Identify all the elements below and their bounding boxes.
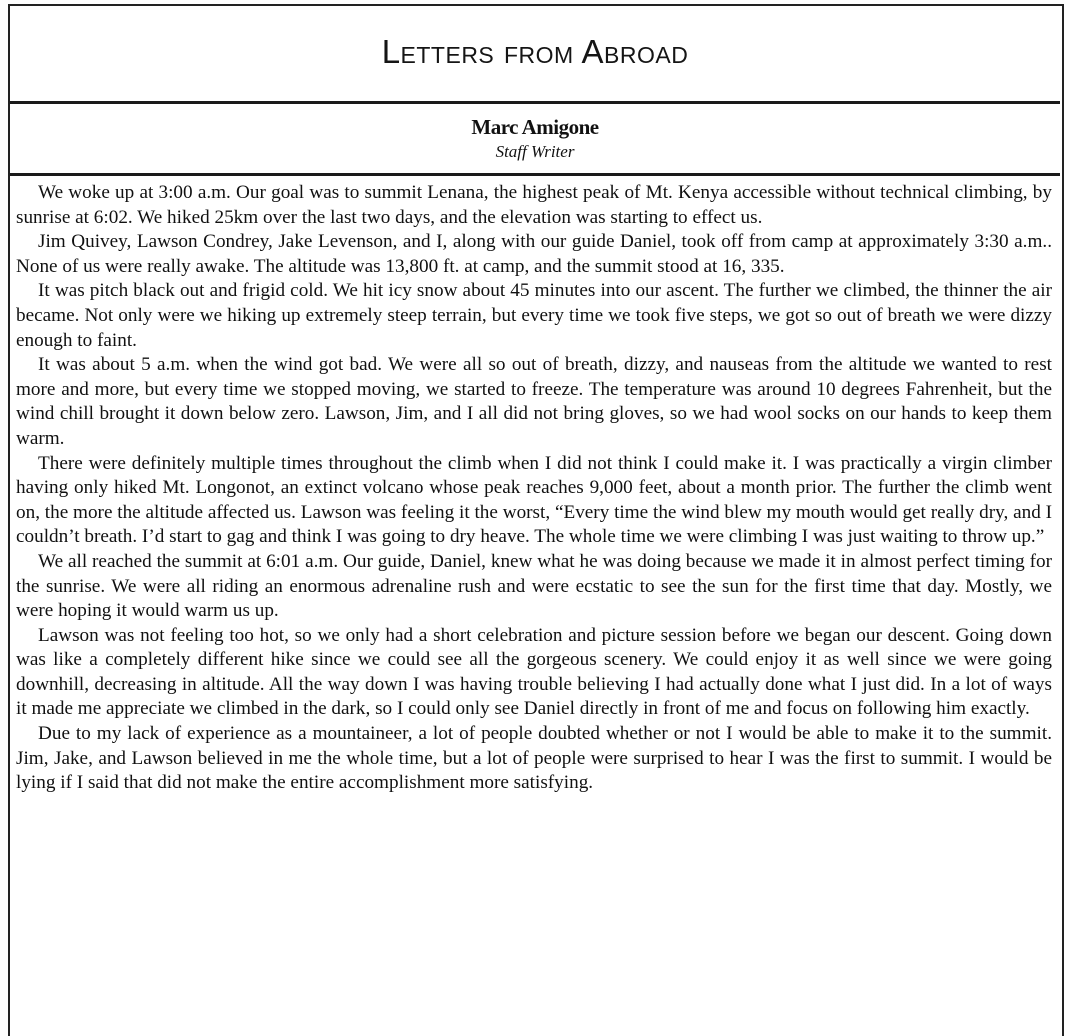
paragraph: Jim Quivey, Lawson Condrey, Jake Levenson, and I, along with our guide Daniel, took off from camp at approximately 3:30 a.m.. None of us were really awake. The altitude was 13,800 ft. at camp, and the summit stood at 16, 335. bbox=[16, 231, 1052, 277]
paragraph: Due to my lack of experience as a mountaineer, a lot of people doubted whether or not I would be able to make it to the summit. Jim, Jake, and Lawson believed in me the whole time, but a lot of people were surprised to hear I was the first to summit. I would be lying if I said that did not make the entire accomplishment more satisfying. bbox=[16, 723, 1052, 794]
section-title: Letters from Abroad bbox=[381, 33, 689, 70]
paragraph: It was pitch black out and frigid cold. We hit icy snow about 45 minutes into our ascent. The further we climbed, the thinner the air became. Not only were we hiking up extremely steep terrain, but every time we took five steps, we got so out of breath we were dizzy enough to faint. bbox=[16, 280, 1052, 351]
paragraph: There were definitely multiple times throughout the climb when I did not think I could make it. I was practically a virgin climber having only hiked Mt. Longonot, an extinct volcano whose peak reaches 9,000 feet, about a month prior. The further the climb went on, the more the altitude affected us. Lawson was feeling it the worst, “Every time the wind blew my mouth would get really dry, and I couldn’t breath. I’d start to gag and think I was going to dry heave. The whole time we were climbing I was just waiting to throw up.” bbox=[16, 452, 1052, 548]
paragraph: Lawson was not feeling too hot, so we only had a short celebration and picture session before we began our descent. Going down was like a completely different hike since we could see all the gorgeous scenery. We could enjoy it as well since we were going downhill, decreasing in altitude. All the way down I was having trouble believing I had actually done what I just did. In a lot of ways it made me appreciate we climbed in the dark, so I could only see Daniel directly in front of me and focus on following him exactly. bbox=[16, 624, 1052, 720]
top-divider bbox=[10, 101, 1060, 104]
paragraph: It was about 5 a.m. when the wind got bad. We were all so out of breath, dizzy, and nauseas from the altitude we wanted to rest more and more, but every time we stopped moving, we started to freeze. The temperature was around 10 degrees Fahrenheit, but the wind chill brought it down below zero. Lawson, Jim, and I all did not bring gloves, so we had wool socks on our hands to keep them warm. bbox=[16, 354, 1052, 449]
author-name: Marc Amigone bbox=[471, 115, 599, 139]
paragraph: We woke up at 3:00 a.m. Our goal was to summit Lenana, the highest peak of Mt. Kenya accessible without technical climbing, by sunrise at 6:02. We hiked 25km over the last two days, and the elevation was starting to effect us. bbox=[16, 182, 1052, 228]
article-body bbox=[16, 181, 1052, 796]
paragraph: We all reached the summit at 6:01 a.m. Our guide, Daniel, knew what he was doing because we made it in almost perfect timing for the sunrise. We were all riding an enormous adrenaline rush and were ecstatic to see the sun for the first time that day. Mostly, we were hoping it would warm us up. bbox=[16, 550, 1052, 622]
byline-divider bbox=[10, 173, 1060, 176]
author-role: Staff Writer bbox=[495, 142, 575, 161]
